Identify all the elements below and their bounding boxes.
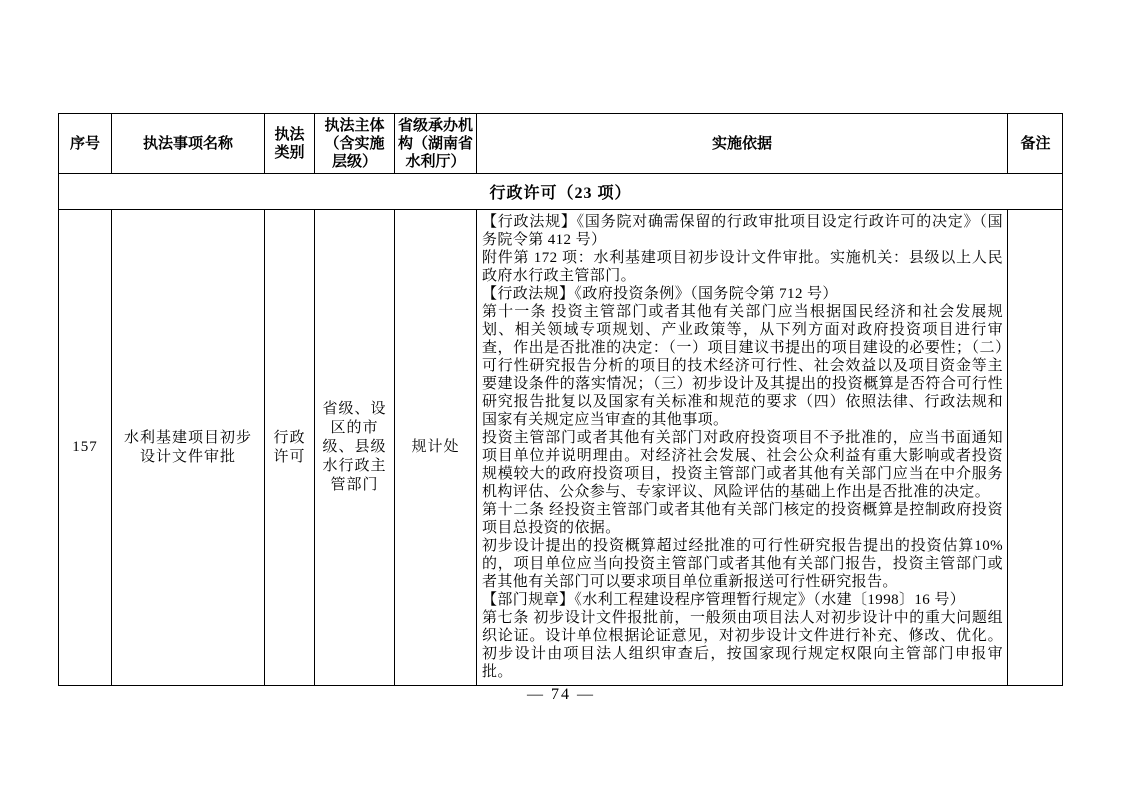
item-name-text: 水利基建项目初步设计文件审批 — [123, 429, 252, 465]
subject-text: 省级、设区的市级、县级水行政主管部门 — [322, 401, 387, 493]
col-header-subject: 执法主体（含实施层级） — [315, 114, 395, 173]
basis-paragraph: 【行政法规】《国务院对确需保留的行政审批项目设定行政许可的决定》（国务院令第 412 号） — [482, 214, 1003, 248]
col-header-agency: 省级承办机构（湖南省水利厅） — [395, 114, 477, 173]
basis-paragraph: 第七条 初步设计文件报批前，一般须由项目法人对初步设计中的重大问题组织论证。设计单位根据论证意见，对初步设计文件进行补充、修改、优化。初步设计由项目法人组织审查后，按国家现行规定权限向主管部门申报审批。 — [482, 610, 1003, 680]
row-subject — [315, 210, 395, 685]
enforcement-items-table — [58, 113, 1063, 686]
basis-paragraph: 第十二条 经投资主管部门或者其他有关部门核定的投资概算是控制政府投资项目总投资的依据。 — [482, 502, 1003, 536]
section-title: 行政许可（23 项） — [489, 185, 632, 202]
row-basis — [477, 210, 1008, 685]
basis-paragraph: 附件第 172 项：水利基建项目初步设计文件审批。实施机关：县级以上人民政府水行政主管部门。 — [482, 250, 1003, 284]
page-number: — 74 — — [527, 686, 595, 703]
col-header-item-name: 执法事项名称 — [112, 114, 265, 173]
basis-paragraph: 第十一条 投资主管部门或者其他有关部门应当根据国民经济和社会发展规划、相关领域专项规划、产业政策等，从下列方面对政府投资项目进行审查，作出是否批准的决定：（一）项目建议书提出的项目建设的必要性；（二）可行性研究报告分析的项目的技术经济可行性、社会效益以及项目资金等主要建设条件的落实情况；（三）初步设计及其提出的投资概算是否符合可行性研究报告批复以及国家有关标准和规范的要求（四）依照法律、行政法规和国家有关规定应当审查的其他事项。 — [482, 304, 1003, 428]
basis-paragraph: 【部门规章】《水利工程建设程序管理暂行规定》（水建〔1998〕16 号） — [482, 592, 966, 608]
basis-text-block — [482, 213, 1003, 681]
row-agency: 规计处 — [395, 210, 477, 685]
table-header-row — [59, 114, 1062, 174]
table-row — [59, 210, 1062, 685]
col-header-basis: 实施依据 — [477, 114, 1008, 173]
col-header-remark: 备注 — [1020, 135, 1051, 152]
row-index: 157 — [59, 210, 112, 685]
basis-paragraph: 【行政法规】《政府投资条例》（国务院令第 712 号） — [482, 286, 838, 302]
row-item-name — [112, 210, 265, 685]
col-header-index: 序号 — [59, 114, 112, 173]
section-header-row — [59, 174, 1062, 210]
basis-paragraph: 投资主管部门或者其他有关部门对政府投资项目不予批准的，应当书面通知项目单位并说明理由。对经济社会发展、社会公众利益有重大影响或者投资规模较大的政府投资项目，投资主管部门或者其他有关部门应当在中介服务机构评估、公众参与、专家评议、风险评估的基础上作出是否批准的决定。 — [482, 430, 1003, 500]
row-remark — [1008, 210, 1063, 685]
col-header-category: 执法类别 — [265, 114, 315, 173]
basis-paragraph: 初步设计提出的投资概算超过经批准的可行性研究报告提出的投资估算10%的，项目单位应当向投资主管部门或者其他有关部门报告，投资主管部门或者其他有关部门可以要求项目单位重新报送可行性研究报告。 — [482, 538, 1003, 590]
row-category: 行政许可 — [265, 210, 315, 685]
